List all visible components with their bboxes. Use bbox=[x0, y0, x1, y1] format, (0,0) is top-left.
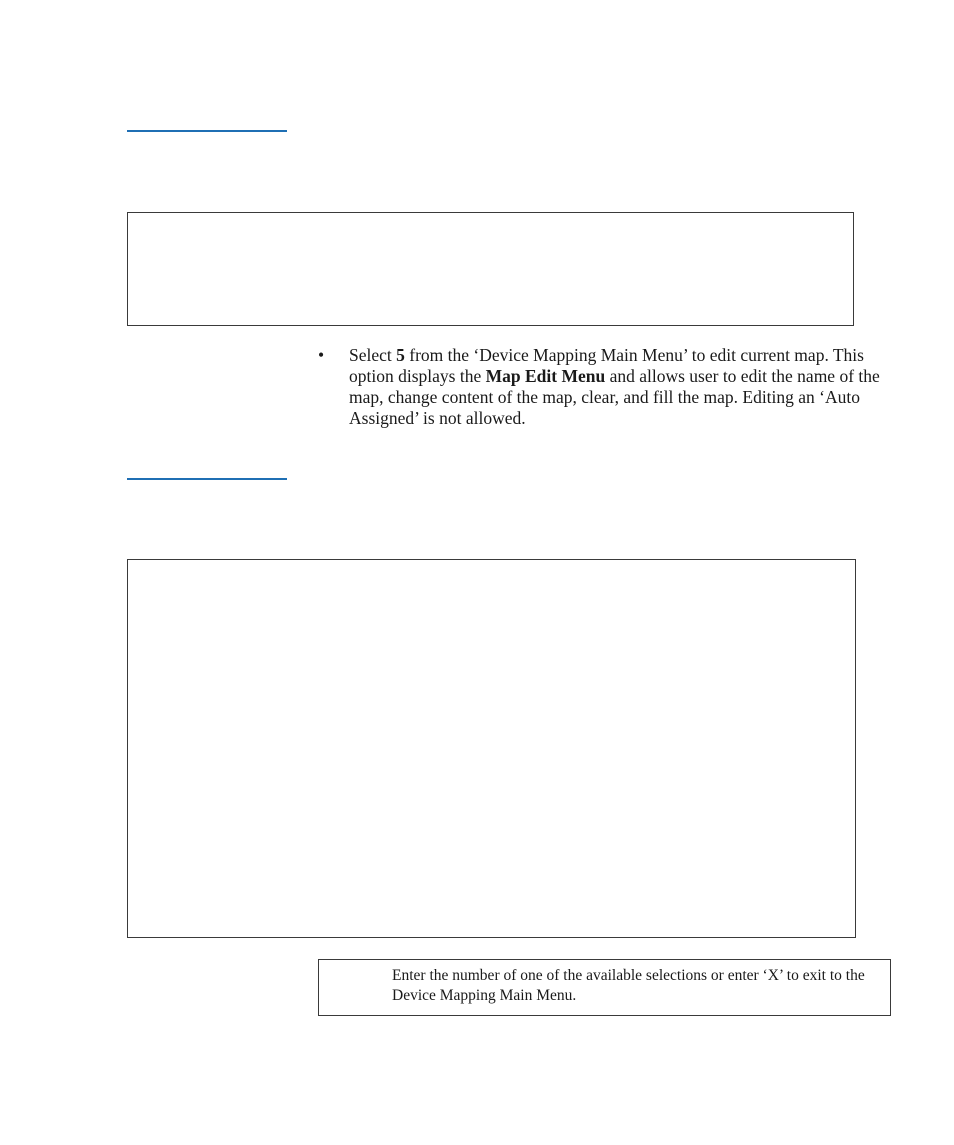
bullet-item-edit-map bbox=[318, 345, 898, 429]
bullet-text-part1: Select bbox=[349, 345, 397, 365]
bullet-bold-number: 5 bbox=[396, 345, 405, 365]
note-text: Enter the number of one of the available selections or enter ‘X’ to exit to the Device Mapping Main Menu. bbox=[392, 967, 865, 1004]
screen-capture-box-main-menu bbox=[127, 212, 854, 326]
screen-capture-box-map-edit-menu bbox=[127, 559, 856, 938]
bullet-text-part3: and allows user to edit the name of the map, change content of the map, clear, and fill the map. Editing an ‘Auto Assigned’ is not allowed. bbox=[349, 366, 880, 428]
note-box bbox=[318, 959, 891, 1016]
bullet-text bbox=[349, 345, 898, 429]
bullet-text-part2: from the ‘Device Mapping Main Menu’ to edit current map. This option displays the bbox=[349, 345, 864, 386]
bullet-icon: • bbox=[318, 345, 325, 365]
section-rule-top bbox=[127, 130, 287, 132]
bullet-bold-menu: Map Edit Menu bbox=[485, 366, 606, 386]
section-rule-middle bbox=[127, 478, 287, 480]
